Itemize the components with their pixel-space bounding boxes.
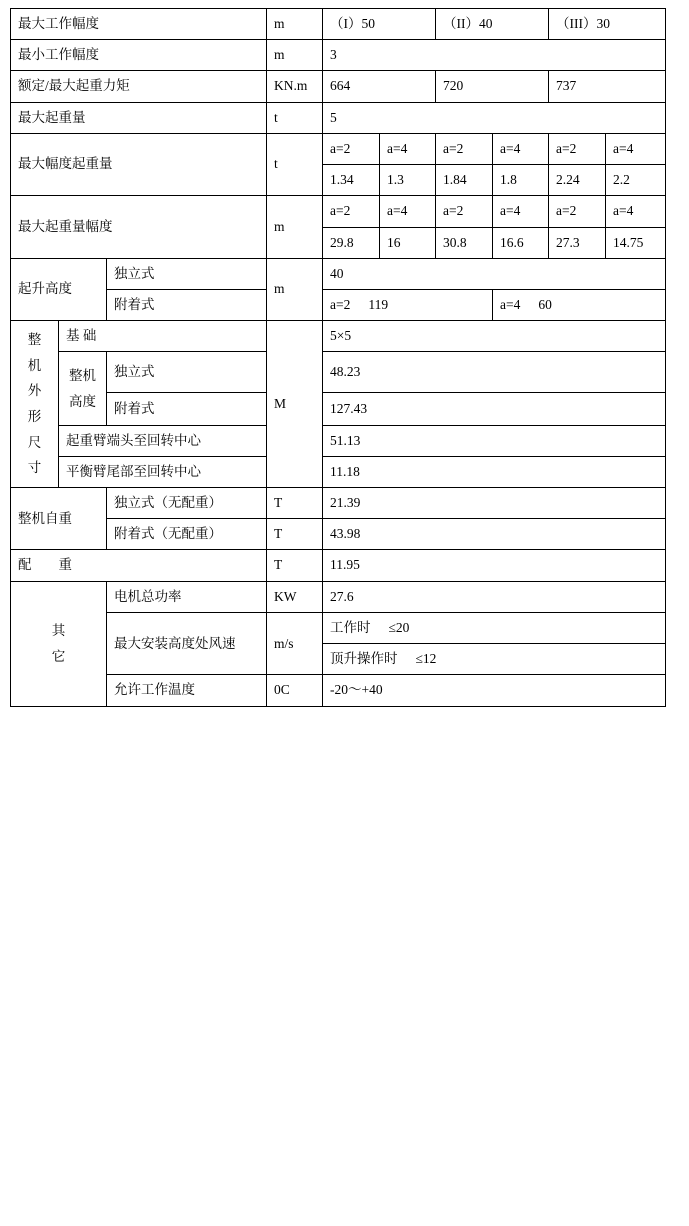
value-max-working-radius-2: （II）40 <box>436 9 549 40</box>
value-max-working-radius-1: （I）50 <box>323 9 436 40</box>
value-max-radius-weight-1: 1.34 <box>323 165 380 196</box>
label-lifting-height-free-standing: 独立式 <box>107 258 267 289</box>
head-max-weight-radius-1: a=2 <box>323 196 380 227</box>
wind-speed-working-value: ≤20 <box>388 619 410 635</box>
table-row <box>11 581 666 612</box>
row-label-lifting-height: 起升高度 <box>11 258 107 320</box>
label-lifting-height-attached: 附着式 <box>107 289 267 320</box>
unit-self-weight-free-standing: T <box>267 488 323 519</box>
unit-max-weight-radius: m <box>267 196 323 258</box>
unit-max-working-radius: m <box>267 9 323 40</box>
table-row <box>11 675 666 706</box>
unit-min-working-radius: m <box>267 40 323 71</box>
head-max-weight-radius-5: a=2 <box>549 196 606 227</box>
row-label-self-weight: 整机自重 <box>11 488 107 550</box>
table-row <box>11 71 666 102</box>
value-jib-end-to-slewing-center: 51.13 <box>323 425 666 456</box>
overall-dimensions-char-2: 机 <box>27 357 42 373</box>
table-row <box>11 40 666 71</box>
value-max-radius-weight-3: 1.84 <box>436 165 493 196</box>
overall-dimensions-char-4: 形 <box>27 409 42 425</box>
label-height-free-standing: 独立式 <box>107 352 267 393</box>
table-row <box>11 133 666 164</box>
table-row <box>11 456 666 487</box>
label-machine-height <box>59 352 107 425</box>
value-max-weight-radius-2: 16 <box>380 227 436 258</box>
label-self-weight-free-standing: 独立式（无配重） <box>107 488 267 519</box>
unit-max-radius-weight: t <box>267 133 323 195</box>
value-self-weight-attached: 43.98 <box>323 519 666 550</box>
machine-height-char-1: 整机 <box>69 367 96 383</box>
table-row <box>11 321 666 352</box>
value-allowable-working-temperature: -20～+40 <box>323 675 666 706</box>
value-foundation: 5×5 <box>323 321 666 352</box>
overall-dimensions-char-6: 寸 <box>27 460 42 476</box>
table-row <box>11 488 666 519</box>
unit-max-lifting-weight: t <box>267 102 323 133</box>
table-row <box>11 352 666 393</box>
table-row <box>11 9 666 40</box>
lifting-height-a4-value: 60 <box>538 296 552 312</box>
value-lifting-height-free-standing: 40 <box>323 258 666 289</box>
overall-dimensions-char-1: 整 <box>27 332 42 348</box>
lifting-height-a2-key: a=2 <box>330 296 351 312</box>
head-max-radius-weight-3: a=2 <box>436 133 493 164</box>
unit-rated-max-moment: KN.m <box>267 71 323 102</box>
row-label-max-working-radius: 最大工作幅度 <box>11 9 267 40</box>
table-row <box>11 612 666 643</box>
unit-counterweight: T <box>267 550 323 581</box>
value-rated-max-moment-1: 664 <box>323 71 436 102</box>
value-counter-jib-to-slewing-center: 11.18 <box>323 456 666 487</box>
unit-motor-total-power: KW <box>267 581 323 612</box>
value-max-radius-weight-4: 1.8 <box>493 165 549 196</box>
value-height-attached: 127.43 <box>323 393 666 425</box>
row-label-max-weight-radius: 最大起重量幅度 <box>11 196 267 258</box>
unit-wind-speed: m/s <box>267 612 323 674</box>
value-max-radius-weight-2: 1.3 <box>380 165 436 196</box>
head-max-radius-weight-4: a=4 <box>493 133 549 164</box>
overall-dimensions-char-5: 尺 <box>27 434 42 450</box>
value-self-weight-free-standing: 21.39 <box>323 488 666 519</box>
value-rated-max-moment-2: 720 <box>436 71 549 102</box>
table-row <box>11 550 666 581</box>
lifting-height-a2-value: 119 <box>368 296 389 312</box>
row-label-max-radius-weight: 最大幅度起重量 <box>11 133 267 195</box>
value-height-free-standing: 48.23 <box>323 352 666 393</box>
table-row <box>11 289 666 320</box>
value-max-weight-radius-1: 29.8 <box>323 227 380 258</box>
value-max-weight-radius-3: 30.8 <box>436 227 493 258</box>
label-wind-speed-at-max-height: 最大安装高度处风速 <box>107 612 267 674</box>
overall-dimensions-char-3: 外 <box>27 383 42 399</box>
unit-lifting-height: m <box>267 258 323 320</box>
wind-speed-jacking-label: 顶升操作时 <box>330 651 398 667</box>
head-max-weight-radius-4: a=4 <box>493 196 549 227</box>
head-max-weight-radius-2: a=4 <box>380 196 436 227</box>
head-max-radius-weight-5: a=2 <box>549 133 606 164</box>
row-label-other <box>11 581 107 706</box>
value-motor-total-power: 27.6 <box>323 581 666 612</box>
label-motor-total-power: 电机总功率 <box>107 581 267 612</box>
head-max-radius-weight-1: a=2 <box>323 133 380 164</box>
label-counter-jib-to-slewing-center: 平衡臂尾部至回转中心 <box>59 456 267 487</box>
row-label-counterweight: 配 重 <box>11 550 267 581</box>
label-jib-end-to-slewing-center: 起重臂端头至回转中心 <box>59 425 267 456</box>
other-char-1: 其 <box>51 622 66 638</box>
head-max-weight-radius-6: a=4 <box>606 196 666 227</box>
value-counterweight: 11.95 <box>323 550 666 581</box>
head-max-weight-radius-3: a=2 <box>436 196 493 227</box>
label-height-attached: 附着式 <box>107 393 267 425</box>
label-foundation: 基 础 <box>59 321 267 352</box>
unit-overall-dimensions: M <box>267 321 323 488</box>
value-wind-speed-working <box>323 612 666 643</box>
value-wind-speed-jacking <box>323 644 666 675</box>
table-row <box>11 519 666 550</box>
unit-allowable-working-temperature: 0C <box>267 675 323 706</box>
value-rated-max-moment-3: 737 <box>549 71 666 102</box>
row-label-overall-dimensions <box>11 321 59 488</box>
lifting-height-a4-key: a=4 <box>500 296 521 312</box>
table-row <box>11 258 666 289</box>
wind-speed-working-label: 工作时 <box>330 619 371 635</box>
specification-table <box>10 8 666 707</box>
machine-height-char-2: 高度 <box>69 393 96 409</box>
table-row <box>11 393 666 425</box>
value-min-working-radius: 3 <box>323 40 666 71</box>
table-row <box>11 196 666 227</box>
row-label-rated-max-moment: 额定/最大起重力矩 <box>11 71 267 102</box>
label-allowable-working-temperature: 允许工作温度 <box>107 675 267 706</box>
value-max-weight-radius-6: 14.75 <box>606 227 666 258</box>
row-label-min-working-radius: 最小工作幅度 <box>11 40 267 71</box>
value-max-weight-radius-4: 16.6 <box>493 227 549 258</box>
value-max-radius-weight-5: 2.24 <box>549 165 606 196</box>
unit-self-weight-attached: T <box>267 519 323 550</box>
row-label-max-lifting-weight: 最大起重量 <box>11 102 267 133</box>
value-max-lifting-weight: 5 <box>323 102 666 133</box>
label-self-weight-attached: 附着式（无配重） <box>107 519 267 550</box>
table-row <box>11 102 666 133</box>
table-row <box>11 425 666 456</box>
value-max-radius-weight-6: 2.2 <box>606 165 666 196</box>
value-max-working-radius-3: （III）30 <box>549 9 666 40</box>
other-char-2: 它 <box>51 648 66 664</box>
value-lifting-height-attached-a4 <box>493 289 666 320</box>
value-max-weight-radius-5: 27.3 <box>549 227 606 258</box>
head-max-radius-weight-2: a=4 <box>380 133 436 164</box>
head-max-radius-weight-6: a=4 <box>606 133 666 164</box>
wind-speed-jacking-value: ≤12 <box>415 651 437 667</box>
value-lifting-height-attached-a2 <box>323 289 493 320</box>
